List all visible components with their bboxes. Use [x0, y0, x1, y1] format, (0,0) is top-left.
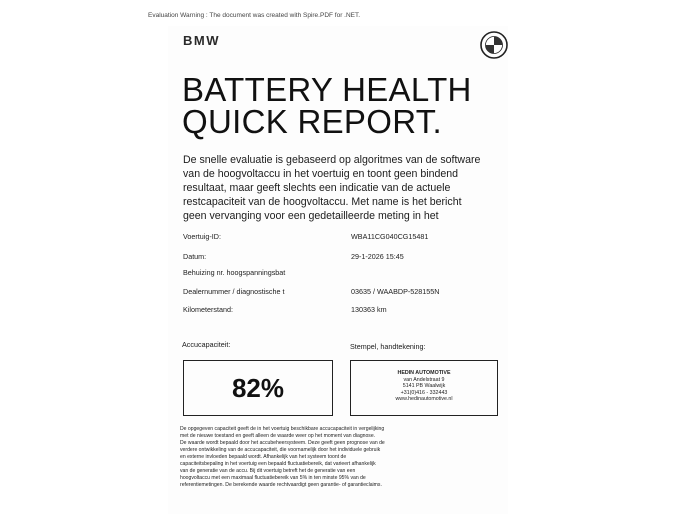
field-value: WBA11CG040CG15481 — [351, 232, 429, 241]
field-label: Behuizing nr. hoogspanningsbat — [183, 268, 286, 277]
dealer-stamp — [350, 360, 498, 416]
capacity-label: Accucapaciteit: — [182, 340, 231, 349]
stamp-address-street: van Andelstraat 9 — [403, 376, 445, 383]
stamp-phone: +31(0)416 - 332443 — [400, 389, 448, 396]
field-value: 130363 km — [351, 305, 387, 314]
disclaimer-line: De waarde wordt bepaald door het accubeheersysteem. Deze geeft geen prognose van de — [180, 440, 385, 446]
field-value: 29-1-2026 15:45 — [351, 252, 404, 261]
disclaimer-line: met de nieuwe toestand en geeft alleen de waarde weer op het moment van diagnose. — [180, 433, 376, 439]
disclaimer-line: De opgegeven capaciteit geeft de in het voertuig beschikbare accucapaciteit in vergelijking — [180, 426, 385, 432]
disclaimer-line: capaciteitsbepaling in het voertuig een bepaald fluctuatiebereik, dat varieert afhankelijk — [180, 461, 376, 467]
disclaimer-line: hoogvoltaccu met een maximaal fluctuatiebereik van 5% in ten minste 95% van de — [180, 475, 366, 481]
bmw-roundel-logo — [480, 31, 508, 59]
field-value: 03635 / WAABDP-528155N — [351, 287, 440, 296]
stamp-address-city: 5141 PB Waalwijk — [402, 383, 446, 389]
capacity-value: 82% — [231, 372, 285, 403]
disclaimer-line: verdere ontwikkeling van de accucapaciteit, die voornamelijk door het individuele gebruik — [180, 447, 381, 453]
field-label: Kilometerstand: — [183, 305, 233, 314]
capacity-value-box — [183, 360, 333, 416]
title-line-2: QUICK REPORT. — [182, 103, 443, 140]
field-label: Datum: — [183, 252, 207, 261]
stamp-label: Stempel, handtekening: — [350, 342, 426, 351]
stamp-website: www.hedinautomotive.nl — [395, 396, 453, 402]
field-label: Dealernummer / diagnostische t — [183, 287, 285, 296]
disclaimer-line: van de generatie van de accu. Bij dit voertuig betreft het de generatie van een — [180, 468, 356, 474]
intro-paragraph: De snelle evaluatie is gebaseerd op algoritmes van de software van de hoogvoltaccu in het voertuig en toont geen bindend resultaat, maar geeft slechts een indicatie van de actuele restcapaciteit van de hoogvoltaccu. Met name is het bericht geen vervanging voor een gedetailleerde meting in het — [183, 154, 481, 222]
disclaimer-line: en externe invloeden bepaald wordt. Afhankelijk van het systeem toont de — [180, 454, 347, 460]
evaluation-warning: Evaluation Warning : The document was created with Spire.PDF for .NET. — [148, 12, 361, 19]
disclaimer-line: referentiemetingen. De berekende waarde rechtvaardigt geen garantie- of garantieclaims. — [180, 482, 382, 488]
brand-wordmark: BMW — [183, 33, 220, 48]
field-label: Voertuig-ID: — [183, 232, 221, 241]
report-title — [182, 71, 472, 140]
disclaimer-text — [180, 426, 505, 489]
title-line-1: BATTERY HEALTH — [182, 71, 472, 108]
stamp-dealer-name: HEDIN AUTOMOTIVE — [397, 370, 451, 376]
